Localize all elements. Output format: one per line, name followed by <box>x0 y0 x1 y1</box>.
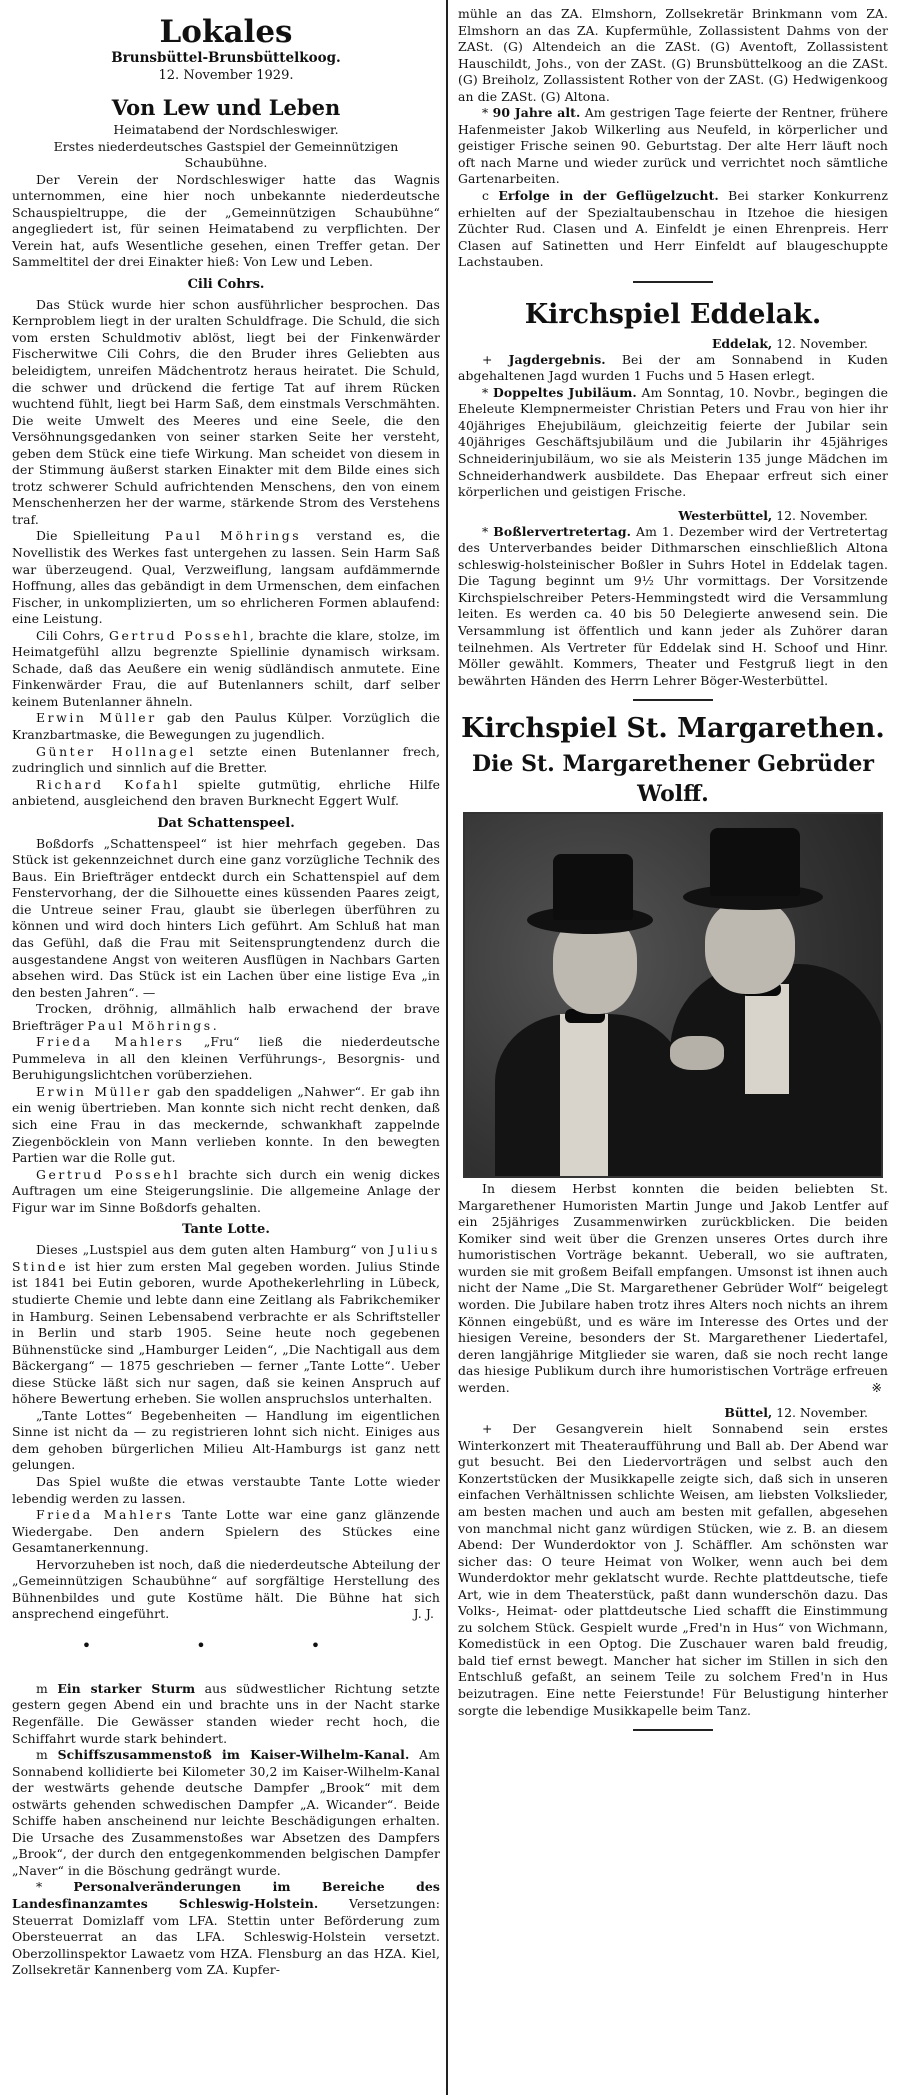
actor-name: Günter Hollnagel <box>36 743 196 759</box>
news-body: Am gestrigen Tage feierte der Rentner, frühere Hafenmeister Jakob Wilkerling aus Neufeld, in körperlicher und geistiger Frische seinen 90. Geburtstag. Der alte Herr läuft noch oft nach Marne und wieder zurück und verrichtet noch sämtliche Gartenarbeiten. <box>458 105 889 187</box>
item-marker: + <box>482 351 493 367</box>
place-name: Büttel, <box>724 1405 773 1421</box>
paragraph: „Tante Lottes“ Begebenheiten — Handlung im eigentlichen Sinne ist nicht da — zu registrieren lohnt sich nicht. Einiges aus dem gehoben bürgerlichen Milieu Alt-Hamburgs ist ganz nett gelungen. <box>12 1407 440 1473</box>
paragraph: Das Spiel wußte die etwas verstaubte Tante Lotte wieder lebendig werden zu lassen. <box>12 1473 440 1506</box>
paragraph <box>458 1181 888 1396</box>
actor-name: Gertrud Possehl <box>108 627 250 643</box>
actor-name: Richard Kofahl <box>36 776 180 792</box>
paragraph: Trocken, dröhnig, allmählich halb erwachend der brave Briefträger Paul Möhrings. <box>12 1001 440 1033</box>
place-line: Brunsbüttel-Brunsbüttelkoog. <box>111 50 341 66</box>
news-body: Am 1. Dezember wird der Vertretertag des Unterverbandes beider Dithmarschen einschließlich Altona schleswig-holsteinischer Boßler in Suhrs Hotel in Eddelak tagen. Die Tagung beginnt um 9½ Uhr vormittags. Der Vorsitzende Kirchspielschreiber Peters-Hemmingstedt wird die Versammlung leiten. Es werden ca. 40 bis 50 Delegierte anwesend sein. Die Versammlung ist öffentlich und kann jeder als Zuhörer daran teilnehmen. Als Vertreter für Eddelak sind H. Schoof und Hinr. Möller gewählt. Kommers, Theater und Festgruß liegt in den bewährten Händen des Herrn Lehrer Böger-Westerbüttel. <box>458 523 888 688</box>
text: verstand es, die Novellistik des Werkes fast untergehen zu lassen. Sein Harm Saß war überzeugend. Qual, Verzweiflung, langsam aufdämmernde Hoffnung, alles das gebändigt in dem Urmenschen, dem einfachen Fischer, in unkomplizierten, um so ehrlicheren Formen ablaufend: eine Leistung. <box>12 528 440 627</box>
item-marker: * <box>482 523 489 539</box>
author-signature: ※ <box>871 1379 882 1395</box>
news-item <box>458 1421 888 1719</box>
text: Trocken, dröhnig, allmählich halb erwachend der brave Briefträger <box>12 1001 440 1033</box>
photo-figure-right-face <box>705 899 795 994</box>
item-marker: * <box>36 1879 43 1895</box>
paragraph <box>12 1242 440 1407</box>
news-continuation: mühle an das ZA. Elmshorn, Zollsekretär Brinkmann vom ZA. Elmshorn an das ZA. Kupfermühle, Zollassistent Dahms von der ZASt. (G) Altendeich an die ZASt. (G) Aventoft, Zollassistent Hauschildt, Johs., von der ZASt. (G) Brunsbüttelkoog an die ZASt. (G) Breiholz, Zollassistent Rother von der ZASt. (G) Hedwigenkoog an die ZASt. (G) Altona. <box>458 6 888 104</box>
section-rule <box>633 281 713 283</box>
paragraph <box>12 628 440 711</box>
article-title-gebrueder-wolff: Die St. Margarethener Gebrüder Wolff. <box>471 751 874 808</box>
text: Hervorzuheben ist noch, daß die niederdeutsche Abteilung der „Gemeinnützigen Schaubühne“ auf sorgfältige Herstellung des Bühnenbildes und gute Kostüme hält. Die Bühne hat sich ansprechend eingeführt. <box>12 1556 440 1622</box>
text: brachte sich durch ein wenig dickes Auftragen um eine Steigerungslinie. Die allgemeine Anlage der Figur war im Sinne Boßdorfs gehalten. <box>12 1166 440 1215</box>
paragraph <box>12 1034 440 1084</box>
item-marker: m <box>36 1680 48 1696</box>
news-headline: Ein starker Sturm <box>57 1680 196 1696</box>
news-item <box>12 1879 440 1978</box>
paragraph <box>12 1557 440 1623</box>
paragraph <box>12 1084 440 1167</box>
column-divider <box>446 0 448 2095</box>
paragraph <box>12 528 440 627</box>
text: ist hier zum ersten Mal gegeben worden. Julius Stinde ist 1841 bei Eutin geboren, wurde Apothekerlehrling in Lübeck, studierte Chemie und lebte dann eine Zeitlang als Fabrikchemiker in Hamburg. Seinen Lebensabend verbrachte er als Schriftsteller in Berlin und starb 1905. Seine heute noch gegebenen Bühnenstücke sind „Hamburger Leiden“, „Die Nachtigall aus dem Bäckergang“ — 1875 geschrieben — ferner „Tante Lotte“. Ueber diese Stücke läßt sich nur sagen, daß sie keinen Anspruch auf höhere Bewertung erheben. Sie wollen anspruchslos unterhalten. <box>12 1258 440 1407</box>
actor-name: Erwin Müller <box>36 1083 152 1099</box>
date-line: 12. November 1929. <box>158 68 294 83</box>
paragraph <box>12 710 440 743</box>
news-headline: Schiffszusammenstoß im Kaiser-Wilhelm-Kanal. <box>57 1747 410 1763</box>
photo-figure-left-shirt <box>560 1014 608 1178</box>
paragraph <box>12 777 440 810</box>
text: Tante Lotte war eine ganz glänzende Wiedergabe. Den andern Spielern des Stückes eine Gesamtanerkennung. <box>12 1507 440 1556</box>
news-body: Der Gesangverein hielt Sonnabend sein erstes Winterkonzert mit Theateraufführung und Ball ab. Der Abend war gut besucht. Bei den Liedervorträgen und selbst auch den Konzertstücken der Musikkapelle zeigte sich, daß sich in unseren einfachen Verhältnissen schlichte Weisen, am liebsten Volkslieder, am besten machen und auch am besten mit gefallen, abgesehen von manchmal nicht ganz würdigen Stücken, wie z. B. an diesem Abend: Der Wunderdoktor von J. Schäffler. Am schönsten war sicher das: O teure Heimat von Wolker, wenn auch bei dem Wunderdoktor mehr geklatscht wurde. Rechte plattdeutsche, tiefe Art, wie in dem Theaterstück, paßt dann wunderschön dazu. Das Volks-, Heimat- oder plattdeutsche Lied schafft die Einstimmung zu solchem Stück. Gespielt wurde „Fred'n in Hus“ von Wichmann, Komedistück in een Optog. Die Zuschauer waren bald freudig, bald tief ernst bewegt. Mancher hat sicher im Stillen in sich den Entschluß gefaßt, an seinem Teile zu solchem Fred'n in Hus beizutragen. Eine nette Feierstunde! Für Belustigung hinterher sorgte die lebendige Musikkapelle beim Tanz. <box>458 1421 888 1718</box>
section-rule <box>633 1729 713 1731</box>
text: Dieses „Lustspiel aus dem guten alten Hamburg“ von <box>36 1242 385 1258</box>
actor-name: Gertrud Possehl <box>36 1166 181 1182</box>
photo-figure-right-shirt <box>745 984 789 1094</box>
item-marker: m <box>36 1747 48 1763</box>
news-item <box>12 1681 440 1747</box>
place-name: Eddelak, <box>711 335 773 351</box>
text: Die Spielleitung <box>36 528 150 544</box>
news-body: Bei starker Konkurrenz erhielten auf der Spezialtaubenschau in Itzehoe die hiesigen Züchter Rud. Clasen und A. Einfeldt je einen Ehrenpreis. Herr Clasen auf Satinetten und Herr Einfeldt auf blaugeschuppte Lachstauben. <box>458 188 888 270</box>
section-separator-stars: • • • <box>81 1635 371 1655</box>
text: spielte gutmütig, ehrliche Hilfe anbietend, ausgleichend den braven Burknecht Eggert Wulf. <box>12 776 441 809</box>
dateline-eddelak <box>458 335 868 352</box>
date: 12. November. <box>776 335 868 351</box>
intro-paragraph: Der Verein der Nordschleswiger hatte das Wagnis unternommen, eine hier noch unbekannte niederdeutsche Schauspieltruppe, die der „Gemeinnützigen Schaubühne“ angegliedert ist, für seinen Heimatabend zu verpflichten. Der Verein hat, aufs Wesentliche gesehen, einen Treffer getan. Der Sammeltitel der drei Einakter hieß: Von Lew und Leben. <box>12 171 440 270</box>
news-item <box>458 352 888 385</box>
paragraph <box>12 1167 440 1217</box>
actor-name: Frieda Mahlers <box>36 1507 174 1523</box>
text: Cili Cohrs, <box>36 627 105 643</box>
item-marker: * <box>482 105 489 121</box>
section-rule <box>633 699 713 701</box>
news-body: Versetzungen: Steuerrat Domizlaff vom LFA. Stettin unter Beförderung zum Obersteuerrat an das LFA. Schleswig-Holstein versetzt. Oberzollinspektor Lawaetz vom HZA. Flensburg an das HZA. Kiel, Zollsekretär Kannenberg vom ZA. Kupfer- <box>12 1896 440 1978</box>
photo-figure-left-hat <box>553 854 633 920</box>
news-item <box>458 105 888 188</box>
section-title-tante-lotte: Tante Lotte. <box>182 1222 270 1238</box>
text: gab den spaddeligen „Nahwer“. Er gab ihn ein wenig übertrieben. Man konnte sich nicht recht denken, daß sich eine Frau in das meckernde, schwankhaft zappelnde Ziegenböcklein von Mann verlieben konnte. In den bewegten Partien war die Rolle gut. <box>12 1083 441 1166</box>
news-headline: Personalveränderungen im Bereiche des Landesfinanzamtes Schleswig-Holstein. <box>12 1879 440 1911</box>
date: 12. November. <box>776 507 868 523</box>
article-title: Von Lew und Leben <box>111 95 341 120</box>
news-item <box>458 385 888 501</box>
text: „Fru“ ließ die niederdeutsche Pummeleva in all den kleinen Verführungs-, Besorgnis- und Beruhigungslichtchen vorüberziehen. <box>12 1034 440 1083</box>
section-title-eddelak: Kirchspiel Eddelak. <box>524 298 822 330</box>
item-marker: * <box>482 384 489 400</box>
news-headline: Erfolge in der Geflügelzucht. <box>498 188 719 204</box>
actor-name: Erwin Müller <box>36 710 157 726</box>
photo-pointing-hand <box>670 1036 724 1070</box>
dateline-westerbuettel <box>458 507 868 524</box>
news-headline: Jagdergebnis. <box>508 351 606 367</box>
news-body: aus südwestlicher Richtung setzte gestern gegen Abend ein und brachte uns in der Nacht starke Regenfälle. Die Gewässer standen wieder recht hoch, die Schiffahrt wurde stark behindert. <box>12 1680 440 1746</box>
author-name: Julius Stinde <box>12 1242 441 1274</box>
news-headline: 90 Jahre alt. <box>492 105 581 121</box>
section-title-cili-cohrs: Cili Cohrs. <box>187 276 265 292</box>
item-marker: + <box>482 1421 493 1437</box>
news-body: Am Sonntag, 10. Novbr., begingen die Eheleute Klempnermeister Christian Peters und Frau von hier ihr 40jähriges Ehejubiläum, gleichzeitig feierte der Jubilar sein 40jähriges Geschäftsjubiläum und die Jubilarin ihr 45jähriges Schneiderinjubiläum, wo sie als Meisterin 135 junge Mädchen im Schneiderhandwerk ausbildete. Das Ehepaar erfreut sich einer körperlichen und geistigen Frische. <box>458 384 889 500</box>
news-item <box>458 524 888 689</box>
paragraph: Das Stück wurde hier schon ausführlicher besprochen. Das Kernproblem liegt in der uralten Schuldfrage. Die Schuld, die sich vom ersten Schuldmotiv ablöst, liegt bei der Finkenwärder Fischerwitwe Cili Cohrs, die den Bruder ihres Geliebten aus beleidigtem, unreifen Mädchentrotz heraus heiratet. Die Schuld, die schwer und drückend die fertige Tat auf ihrem Rücken wuchtend fühlt, liegt bei Harm Saß, dem einstmals Verschmähten. Die weite Umwelt des Meeres und eine Seele, die den Versöhnungsgedanken von seiner starken Seite her versteht, geben dem Stück eine tiefe Wirkung. Man scheidet von diesem in der Stimmung äußerst starken Einakter mit dem Bilde eines sich trotz schwerer Schuld aufrichtenden Menschens, den von einem Menschenherzen her der warme, stärkende Strom des Verstehens traf. <box>12 296 440 527</box>
left-column <box>12 6 440 1979</box>
place-name: Westerbüttel, <box>678 507 773 523</box>
dateline-buettel <box>458 1404 868 1421</box>
news-item <box>12 1747 440 1879</box>
masthead: Lokales <box>159 14 293 50</box>
actor-name: Paul Möhrings <box>164 528 302 544</box>
paragraph: Boßdorfs „Schattenspeel“ ist hier mehrfach gegeben. Das Stück ist gekennzeichnet durch eine ganz vorzügliche Technik des Baus. Ein Briefträger entdeckt durch ein Schattenspiel auf dem Fenstervorhang, der die Silhouette eines küssenden Paares zeigt, die Untreue seiner Frau, glaubt sie überlegen überführen zu können und wird doch hinters Lich geführt. Am Schluß hat man das Gefühl, daß die Frau mit Seitensprungtendenz durch die ausgestandene Angst von weiteren Ausflügen in Nachbars Garten absehen wird. Das Stück ist ein Lachen über eine listige Eva „in den besten Jahren“. — <box>12 835 440 1000</box>
news-body: Am Sonnabend kollidierte bei Kilometer 30,2 im Kaiser-Wilhelm-Kanal der westwärts gehende deutsche Dampfer „Brook“ mit dem ostwärts gehenden schwedischen Dampfer „A. Wicander“. Beide Schiffe haben anscheinend nur leichte Beschädigungen erhalten. Die Ursache des Zusammenstoßes war Absetzen des Dampfers „Brook“, der durch den entgegenkommenden belgischen Dampfer „Naver“ in die Böschung gedrängt wurde. <box>12 1747 441 1878</box>
paragraph <box>12 744 440 777</box>
text: In diesem Herbst konnten die beiden beliebten St. Margarethener Humoristen Martin Junge und Jakob Lentfer auf ein 25jähriges Zusammenwirken zurückblicken. Die beiden Komiker sind weit über die Grenzen unseres Ortes durch ihre humoristischen Vorträge bekannt. Ueberall, wo sie auftraten, wurden sie mit großem Beifall empfangen. Umsonst ist ihnen auch nicht der Name „Die St. Margarethener Gebrüder Wolf“ beigelegt worden. Die Jubilare haben trotz ihres Alters noch nichts an ihrem Können eingebüßt, und es wäre im Interesse des Ortes und der hiesigen Vereine, besonders der St. Margarethener Liedertafel, deren langjährige Mitglieder sie waren, daß sie noch recht lange das hiesige Publikum durch ihre humoristischen Vorträge erfreuen werden. <box>458 1181 888 1395</box>
actor-name: Frieda Mahlers <box>36 1034 185 1050</box>
photo-two-men-in-top-hats <box>463 812 883 1178</box>
right-column <box>458 6 888 1741</box>
article-subhead-2: Erstes niederdeutsches Gastspiel der Gemeinnützigen Schaubühne. <box>53 138 399 170</box>
author-signature: J. J. <box>413 1606 434 1622</box>
paragraph <box>12 1507 440 1557</box>
section-title-st-margarethen: Kirchspiel St. Margarethen. <box>461 713 885 745</box>
news-headline: Doppeltes Jubiläum. <box>493 384 637 400</box>
article-subhead-1: Heimatabend der Nordschleswiger. <box>113 122 339 137</box>
actor-name: Paul Möhrings <box>87 1017 213 1033</box>
item-marker: c <box>482 188 490 204</box>
section-title-schattenspeel: Dat Schattenspeel. <box>157 815 295 831</box>
news-item <box>458 188 888 271</box>
text: gab den Paulus Külper. Vorzüglich die Kranzbartmaske, die Bewegungen zu jugendlich. <box>12 710 440 742</box>
text: setzte einen Butenlanner frech, zudringlich und sinnlich auf die Bretter. <box>12 743 440 776</box>
news-headline: Boßlervertretertag. <box>493 523 632 539</box>
photo-figure-right-hat <box>710 828 800 896</box>
date: 12. November. <box>776 1405 868 1421</box>
news-body: Bei der am Sonnabend in Kuden abgehaltenen Jagd wurden 1 Fuchs und 5 Hasen erlegt. <box>458 351 888 384</box>
text: , brachte die klare, stolze, im Heimatgefühl allzu begrenzte Spiellinie dynamisch wirksam. Schade, daß das Aeußere ein wenig südländisch anmutete. Eine Finkenwärder Frau, die auf Butenlanners schilt, darf selber keinem Butenlanner ähneln. <box>12 627 440 709</box>
